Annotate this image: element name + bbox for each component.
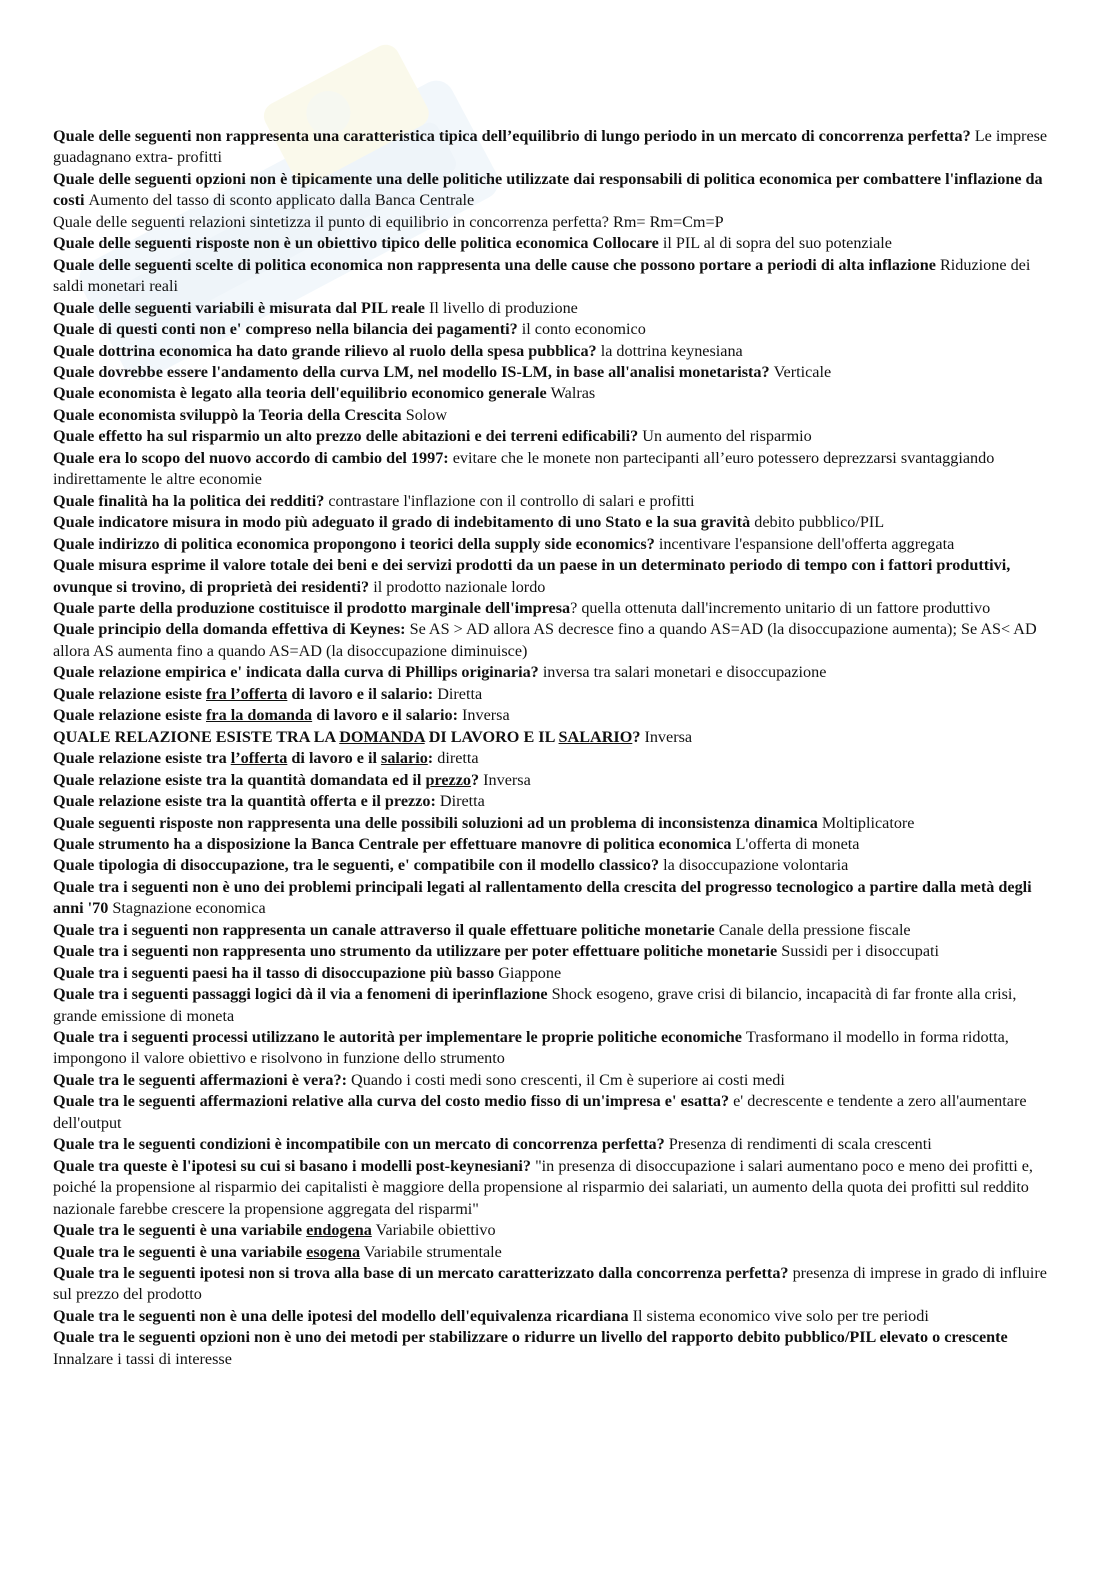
qa-item [53,1091,1063,1134]
question-text: Quale misura esprime il valore totale dei beni e dei servizi prodotti da un paese in un determinato periodo di tempo con i fattori produttivi, ovunque si trovino, di proprietà dei residenti? [53,556,1011,596]
qa-item [53,705,1063,726]
qa-item [53,362,1063,383]
answer-text: e' decrescente e tendente a zero all'aumentare dell'output [53,1092,1027,1132]
answer-text: Presenza di rendimenti di scala crescenti [668,1135,932,1154]
answer-text: la disoccupazione volontaria [663,856,849,875]
qa-item [53,1263,1063,1306]
qa-item [53,555,1063,598]
qa-item [53,662,1063,683]
answer-text: Se AS > AD allora AS decresce fino a quando AS=AD (la disoccupazione aumenta); Se AS< AD allora AS aumenta fino a quando AS=AD (la disoccupazione diminuisce) [53,620,1037,660]
question-text: Quale tra le seguenti ipotesi non si trova alla base di un mercato caratterizzato dalla concorrenza perfetta? [53,1264,793,1283]
question-text: Quale tra i seguenti paesi ha il tasso di disoccupazione più basso [53,963,499,982]
question-text: Quale economista è legato alla teoria dell'equilibrio economico generale [53,384,551,403]
question-text: ? [632,727,645,746]
qa-item [53,834,1063,855]
qa-item [53,1027,1063,1070]
qa-item [53,1134,1063,1155]
answer-text: Verticale [773,362,832,381]
answer-text: inversa tra salari monetari e disoccupazione [542,663,827,682]
answer-text: Inversa [462,706,510,725]
question-text: ? [471,770,484,789]
qa-item [53,534,1063,555]
underlined-term: SALARIO [558,727,633,746]
answer-text: Solow [405,405,448,424]
answer-text: diretta [437,749,479,768]
question-text: Quale tra i seguenti non rappresenta un canale attraverso il quale effettuare politiche monetarie [53,920,719,939]
qa-item [53,1220,1063,1241]
question-text: Quale delle seguenti risposte non è un obiettivo tipico delle politica economica Collocare [53,234,663,253]
answer-text: Quale delle seguenti relazioni sintetizza il punto di equilibrio in concorrenza perfetta? Rm= Rm=Cm=P [53,212,724,231]
qa-item [53,855,1063,876]
answer-text: Giappone [498,963,562,982]
qa-item [53,984,1063,1027]
question-text: Quale dottrina economica ha dato grande rilievo al ruolo della spesa pubblica? [53,341,601,360]
underlined-term: salario [381,749,428,768]
question-text: Quale tra i seguenti processi utilizzano le autorità per implementare le proprie politiche economiche [53,1028,746,1047]
question-text: Quale dovrebbe essere l'andamento della curva LM, nel modello IS-LM, in base all'analisi monetarista? [53,362,774,381]
qa-item [53,1156,1063,1220]
question-text: Quale relazione esiste [53,706,206,725]
answer-text: Moltiplicatore [821,813,915,832]
document-body [53,126,1063,1370]
question-text: Quale tra queste è l'ipotesi su cui si basano i modelli post-keynesiani? [53,1156,536,1175]
qa-item [53,383,1063,404]
question-text: Quale seguenti risposte non rappresenta una delle possibili soluzioni ad un problema di inconsistenza dinamica [53,813,822,832]
qa-item [53,126,1063,169]
answer-text: Inversa [644,727,693,746]
underlined-term: endogena [306,1221,372,1240]
answer-text: Shock esogeno, grave crisi di bilancio, incapacità di far fronte alla crisi, grande emissione di moneta [53,985,1017,1025]
question-text: Quale tra i seguenti non è uno dei problemi principali legati al rallentamento della crescita del progresso tecnologico a partire dalla metà degli anni '70 [53,877,1032,918]
answer-text: presenza di imprese in grado di influire sul prezzo del prodotto [53,1264,1047,1304]
question-text: Quale tra le seguenti è una variabile [53,1221,307,1240]
answer-text: Diretta [437,684,483,703]
question-text: Quale tra le seguenti condizioni è incompatibile con un mercato di concorrenza perfetta? [53,1135,669,1154]
answer-text: Quando i costi medi sono crescenti, il Cm è superiore ai costi medi [351,1070,785,1089]
qa-item [53,491,1063,512]
qa-item [53,212,1063,233]
qa-item [53,255,1063,298]
question-text: Quale relazione esiste tra [53,749,231,768]
qa-item [53,298,1063,319]
answer-text: il conto economico [521,320,646,339]
qa-item [53,426,1063,447]
qa-item [53,813,1063,834]
answer-text: Variabile obiettivo [371,1221,496,1240]
qa-item [53,791,1063,812]
underlined-term: esogena [306,1242,361,1261]
answer-text: Il sistema economico vive solo per tre periodi [632,1306,929,1325]
answer-text: Canale della pressione fiscale [718,920,911,939]
qa-item [53,727,1063,748]
question-text: Quale relazione esiste tra la quantità domandata ed il [53,770,426,789]
answer-text: "in presenza di disoccupazione i salari aumentano poco e meno dei profitti e, poiché la propensione al risparmio dei capitalisti è maggiore della propensione al risparmio dei salariati, un aumento della quota dei profitti sul reddito nazionale farebbe crescere la propensione aggregata del risparmi" [53,1156,1033,1218]
answer-text: Diretta [439,792,485,811]
qa-item [53,598,1063,619]
answer-text: la dottrina keynesiana [600,341,743,360]
question-text: di lavoro e il [287,749,382,768]
underlined-term: fra la domanda [206,706,313,725]
question-text: Quale tra i seguenti non rappresenta uno strumento da utilizzare per poter effettuare politiche monetarie [53,942,782,961]
answer-text: Variabile strumentale [360,1242,502,1261]
underlined-term: prezzo [425,770,472,789]
question-text: Quale delle seguenti non rappresenta una caratteristica tipica dell’equilibrio di lungo periodo in un mercato di concorrenza perfetta? [53,127,975,145]
question-text: Quale economista sviluppò la Teoria della Crescita [53,405,406,424]
answer-text: Aumento del tasso di sconto applicato dalla Banca Centrale [88,191,475,210]
question-text: Quale strumento ha a disposizione la Banca Centrale per effettuare manovre di politica economica [53,834,736,853]
qa-item [53,233,1063,254]
answer-text: il PIL al di sopra del suo potenziale [662,234,892,253]
qa-item [53,341,1063,362]
qa-item [53,319,1063,340]
question-text: Quale tipologia di disoccupazione, tra le seguenti, e' compatibile con il modello classico? [53,856,664,875]
question-text: di lavoro e il salario: [312,706,463,725]
question-text: Quale tra le seguenti affermazioni è vera?: [53,1070,352,1089]
qa-item [53,963,1063,984]
question-text: DI LAVORO E IL [424,727,559,746]
qa-item [53,941,1063,962]
answer-text: Sussidi per i disoccupati [781,942,940,961]
question-text: : [427,749,438,768]
answer-text: Il livello di produzione [429,298,578,317]
answer-text: Un aumento del risparmio [642,427,812,446]
qa-item [53,684,1063,705]
question-text: Quale delle seguenti variabili è misurata dal PIL reale [53,298,430,317]
answer-text: Le imprese guadagnano extra- profitti [53,127,1048,167]
answer-text: debito pubblico/PIL [754,513,885,532]
answer-text: Stagnazione economica [112,899,266,918]
question-text: Quale relazione esiste [53,684,206,703]
question-text: Quale indicatore misura in modo più adeguato il grado di indebitamento di uno Stato e la sua gravità [53,513,755,532]
answer-text: contrastare l'inflazione con il controllo di salari e profitti [328,491,695,510]
answer-text: Trasformano il modello in forma ridotta, impongono il valore obiettivo e risolvono in funzione dello strumento [53,1028,1009,1068]
underlined-term: fra l’offerta [206,684,288,703]
qa-item [53,770,1063,791]
qa-item [53,748,1063,769]
question-text: Quale parte della produzione costituisce il prodotto marginale dell'impresa [53,598,571,617]
qa-item [53,448,1063,491]
answer-text: Inversa [483,770,531,789]
qa-item [53,1306,1063,1327]
question-text: QUALE RELAZIONE ESISTE TRA LA [53,727,340,746]
question-text: Quale tra le seguenti non è una delle ipotesi del modello dell'equivalenza ricardiana [53,1306,633,1325]
underlined-term: l’offerta [230,749,288,768]
answer-text: il prodotto nazionale lordo [373,577,546,596]
answer-text: incentivare l'espansione dell'offerta aggregata [658,534,955,553]
qa-item [53,169,1063,212]
question-text: Quale tra le seguenti è una variabile [53,1242,307,1261]
qa-item [53,619,1063,662]
qa-item [53,1327,1063,1370]
answer-text: Walras [550,384,596,403]
question-text: Quale di questi conti non e' compreso nella bilancia dei pagamenti? [53,320,522,339]
question-text: di lavoro e il salario: [287,684,438,703]
qa-item [53,405,1063,426]
question-text: Quale era lo scopo del nuovo accordo di cambio del 1997: [53,448,453,467]
qa-item [53,1070,1063,1091]
question-text: Quale effetto ha sul risparmio un alto prezzo delle abitazioni e dei terreni edificabili? [53,427,643,446]
question-text: Quale tra i seguenti passaggi logici dà il via a fenomeni di iperinflazione [53,985,552,1004]
qa-item [53,920,1063,941]
underlined-term: DOMANDA [339,727,425,746]
question-text: Quale principio della domanda effettiva di Keynes: [53,620,410,639]
qa-item [53,877,1063,920]
question-text: Quale tra le seguenti opzioni non è uno dei metodi per stabilizzare o ridurre un livello del rapporto debito pubblico/PIL elevato o crescente [53,1328,1008,1347]
answer-text: ? quella ottenuta dall'incremento unitario di un fattore produttivo [570,598,991,617]
qa-item [53,512,1063,533]
question-text: Quale delle seguenti scelte di politica economica non rappresenta una delle cause che possono portare a periodi di alta inflazione [53,255,940,274]
answer-text: Riduzione dei saldi monetari reali [53,255,1031,296]
question-text: Quale relazione empirica e' indicata dalla curva di Phillips originaria? [53,663,543,682]
question-text: Quale delle seguenti opzioni non è tipicamente una delle politiche utilizzate dai responsabili di politica economica per combattere l'inflazione da costi [53,169,1043,210]
question-text: Quale finalità ha la politica dei redditi? [53,491,329,510]
answer-text: L'offerta di moneta [735,834,860,853]
question-text: Quale indirizzo di politica economica propongono i teorici della supply side economics? [53,534,659,553]
answer-text: Innalzare i tassi di interesse [53,1349,232,1368]
question-text: Quale tra le seguenti affermazioni relative alla curva del costo medio fisso di un'impresa e' esatta? [53,1092,734,1111]
question-text: Quale relazione esiste tra la quantità offerta e il prezzo: [53,792,440,811]
qa-item [53,1242,1063,1263]
answer-text: evitare che le monete non partecipanti all’euro potessero deprezzarsi svantaggiando indirettamente le altre economie [53,448,995,489]
